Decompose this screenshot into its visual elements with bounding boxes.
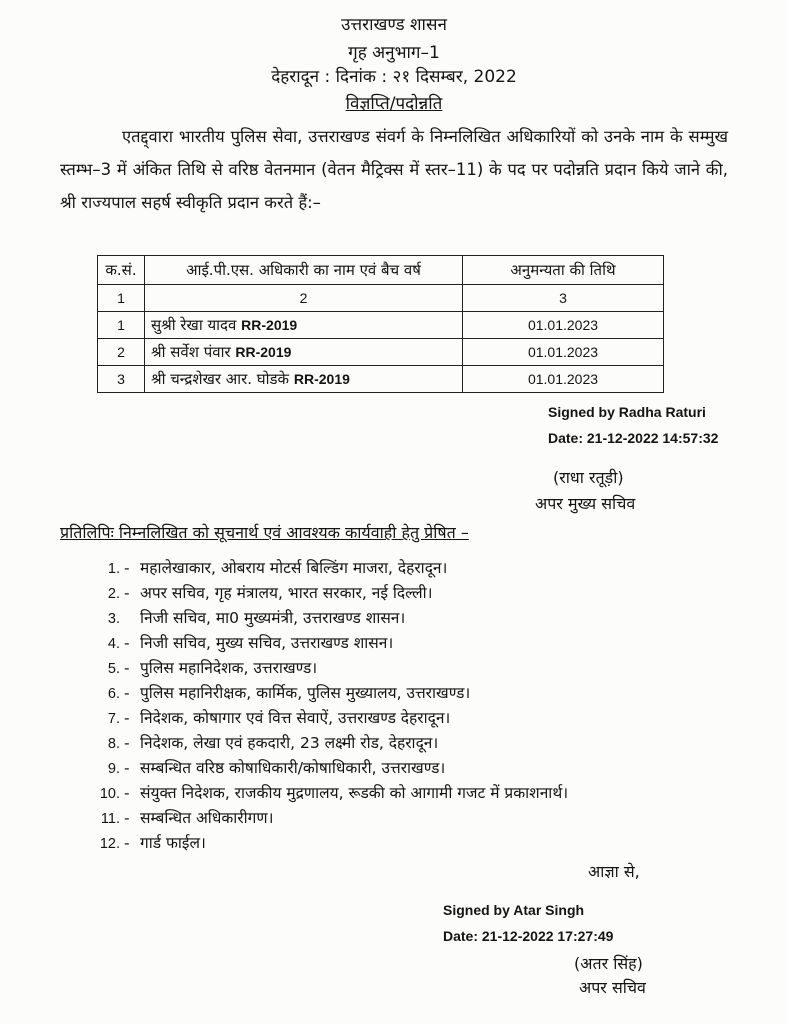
- signatory-name: (राधा रतूड़ी): [553, 468, 624, 487]
- date-line: देहरादून : दिनांक : २१ दिसम्बर, 2022: [271, 67, 517, 87]
- row-officer: [145, 366, 463, 393]
- item-text: सम्बन्धित वरिष्ठ कोषाधिकारी/कोषाधिकारी, उत्तराखण्ड।: [140, 759, 446, 777]
- item-dash: -: [124, 709, 130, 727]
- table-row: [98, 312, 664, 339]
- item-dash: -: [124, 684, 130, 702]
- header-name: आई.पी.एस. अधिकारी का नाम एवं बैच वर्ष: [145, 256, 463, 285]
- item-text: पुलिस महानिदेशक, उत्तराखण्ड।: [140, 659, 318, 677]
- item-text: गार्ड फाईल।: [140, 834, 206, 852]
- digital-signature-name: Signed by Radha Raturi: [548, 404, 706, 420]
- item-text: अपर सचिव, गृह मंत्रालय, भारत सरकार, नई दिल्ली।: [140, 584, 433, 602]
- notice-title: विज्ञप्ति/पदोन्नति: [345, 94, 443, 114]
- item-dash: -: [124, 834, 130, 852]
- item-text: निदेशक, लेखा एवं हकदारी, 23 लक्ष्मी रोड, देहरादून।: [140, 734, 439, 752]
- column-number: 2: [145, 285, 463, 312]
- signatory-name: (अतर सिंह): [574, 954, 643, 973]
- item-dash: -: [124, 734, 130, 752]
- item-text: निजी सचिव, मुख्य सचिव, उत्तराखण्ड शासन।: [140, 634, 394, 652]
- list-item: [62, 781, 568, 806]
- table-row: [98, 339, 664, 366]
- item-text: सम्बन्धित अधिकारीगण।: [140, 809, 274, 827]
- item-number: 5.: [107, 661, 120, 677]
- item-text: निजी सचिव, मा0 मुख्यमंत्री, उत्तराखण्ड शासन।: [140, 609, 406, 627]
- item-text: संयुक्त निदेशक, राजकीय मुद्रणालय, रूडकी को आगामी गजट में प्रकाशनार्थ।: [140, 784, 569, 802]
- row-sno: 1: [98, 312, 145, 339]
- row-officer: [145, 312, 463, 339]
- item-number: 3.: [107, 611, 120, 627]
- item-text: पुलिस महानिरीक्षक, कार्मिक, पुलिस मुख्यालय, उत्तराखण्ड।: [140, 684, 471, 702]
- item-text: निदेशक, कोषागार एवं वित्त सेवाऐं, उत्तराखण्ड देहरादून।: [140, 709, 451, 727]
- digital-signature-date: Date: 21-12-2022 17:27:49: [443, 928, 614, 944]
- column-number: 3: [463, 285, 664, 312]
- officer-name: सुश्री रेखा यादव: [151, 316, 237, 334]
- government-heading: उत्तराखण्ड शासन: [341, 15, 447, 35]
- item-number: 10.: [99, 786, 120, 802]
- signatory-designation: अपर मुख्य सचिव: [535, 494, 636, 513]
- row-date: 01.01.2023: [463, 366, 664, 393]
- table-header-row: [98, 256, 664, 285]
- item-text: महालेखाकार, ओबराय मोटर्स बिल्डिंग माजरा, देहरादून।: [140, 559, 448, 577]
- officer-batch: RR-2019: [235, 344, 292, 360]
- row-sno: 3: [98, 366, 145, 393]
- list-item: [62, 631, 568, 656]
- column-number: 1: [98, 285, 145, 312]
- list-item: [62, 831, 568, 856]
- item-number: 2.: [107, 586, 120, 602]
- item-number: 7.: [107, 711, 120, 727]
- list-item: [62, 606, 568, 631]
- row-date: 01.01.2023: [463, 312, 664, 339]
- by-order-text: आज्ञा से,: [588, 862, 640, 881]
- row-date: 01.01.2023: [463, 339, 664, 366]
- digital-signature-name: Signed by Atar Singh: [443, 902, 585, 918]
- item-number: 6.: [107, 686, 120, 702]
- list-item: [62, 731, 568, 756]
- item-number: 4.: [107, 636, 120, 652]
- section-heading: गृह अनुभाग–1: [348, 43, 440, 63]
- row-sno: 2: [98, 339, 145, 366]
- table-column-number-row: [98, 285, 664, 312]
- list-item: [62, 556, 568, 581]
- officer-name: श्री सर्वेश पंवार: [151, 343, 231, 361]
- notice-body-text: एतद्द्वारा भारतीय पुलिस सेवा, उत्तराखण्ड संवर्ग के निम्नलिखित अधिकारियों को उनके नाम के सम्मुख स्तम्भ–3 में अंकित तिथि से वरिष्ठ वेतनमान (वेतन मैट्रिक्स में स्तर–11) के पद पर पदोन्नति प्रदान किये जाने की, श्री राज्यपाल सहर्ष स्वीकृति प्रदान करते हैं:–: [60, 127, 728, 212]
- item-number: 9.: [107, 761, 120, 777]
- item-dash: -: [124, 634, 130, 652]
- digital-signature-date: Date: 21-12-2022 14:57:32: [548, 430, 719, 446]
- item-number: 8.: [107, 736, 120, 752]
- table-row: [98, 366, 664, 393]
- item-dash: -: [124, 759, 130, 777]
- header-date: अनुमन्यता की तिथि: [463, 256, 664, 285]
- item-dash: -: [124, 659, 130, 677]
- row-officer: [145, 339, 463, 366]
- notice-body: [60, 120, 728, 219]
- item-number: 12.: [99, 836, 120, 852]
- item-number: 1.: [107, 561, 120, 577]
- list-item: [62, 581, 568, 606]
- item-dash: -: [124, 584, 130, 602]
- copy-to-title: प्रतिलिपिः निम्नलिखित को सूचनार्थ एवं आवश्यक कार्यवाही हेतु प्रेषित –: [60, 523, 469, 542]
- list-item: [62, 756, 568, 781]
- item-dash: -: [124, 809, 130, 827]
- officer-batch: RR-2019: [241, 317, 298, 333]
- copy-to-list: [62, 556, 568, 856]
- signatory-designation: अपर सचिव: [579, 978, 646, 997]
- list-item: [62, 656, 568, 681]
- item-dash: -: [124, 784, 130, 802]
- promotion-table: [97, 255, 664, 393]
- list-item: [62, 806, 568, 831]
- list-item: [62, 681, 568, 706]
- item-number: 11.: [100, 811, 120, 827]
- item-dash: -: [124, 559, 130, 577]
- header-sno: क.सं.: [98, 256, 145, 285]
- officer-name: श्री चन्द्रशेखर आर. घोडके: [151, 370, 290, 388]
- officer-batch: RR-2019: [293, 371, 350, 387]
- list-item: [62, 706, 568, 731]
